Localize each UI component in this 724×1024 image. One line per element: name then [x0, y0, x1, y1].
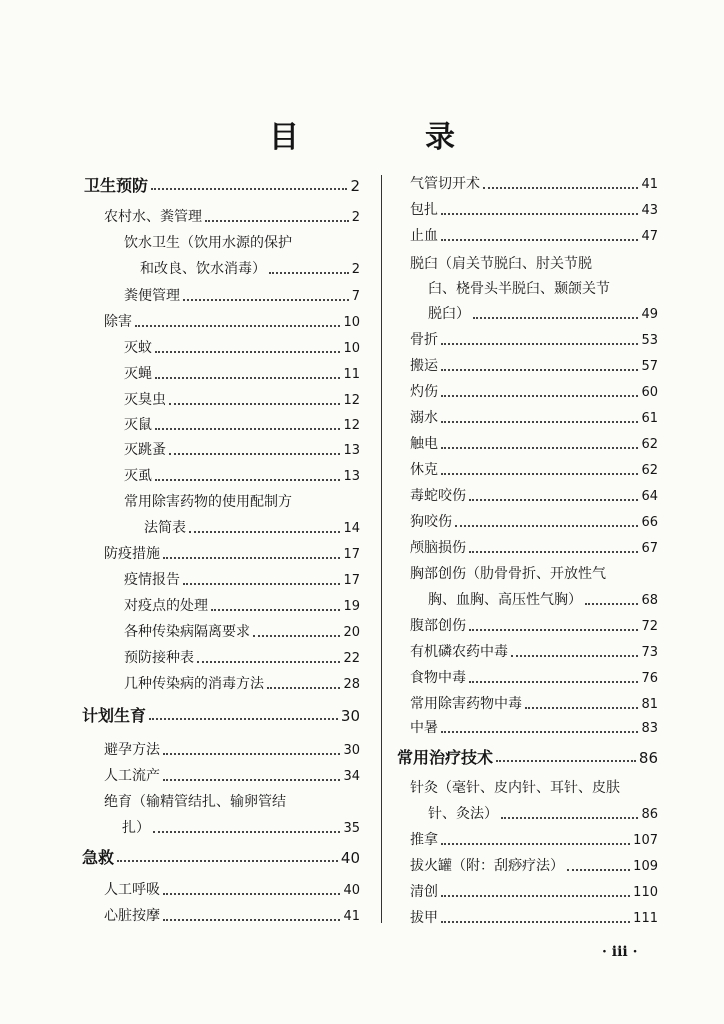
toc-entry-page: 53 [641, 333, 658, 348]
toc-entry-page: 12 [343, 418, 360, 433]
toc-entry-page: 111 [633, 911, 658, 926]
toc-entry-page: 68 [641, 593, 658, 608]
toc-entry-title: 各种传染病隔离要求 [124, 624, 250, 640]
toc-entry-title: 食物中毒 [410, 670, 466, 686]
toc-entry-page: 40 [343, 883, 360, 898]
toc-entry-title: 法简表 [144, 520, 186, 536]
toc-entry[interactable] [410, 174, 658, 195]
toc-entry-page: 81 [641, 697, 658, 712]
toc-entry-title: 拔甲 [410, 910, 438, 926]
toc-entry-title: 几种传染病的消毒方法 [124, 676, 264, 692]
dot-leader [163, 779, 340, 781]
dot-leader [441, 843, 630, 845]
toc-entry-page: 61 [641, 411, 658, 426]
dot-leader [501, 817, 638, 819]
toc-entry-page: 86 [638, 749, 658, 767]
toc-entry-title: 农村水、粪管理 [104, 209, 202, 225]
dot-leader [155, 351, 340, 353]
toc-entry-title: 灭虱 [124, 468, 152, 484]
toc-entry[interactable] [410, 856, 658, 877]
dot-leader [441, 447, 638, 449]
toc-entry-page: 41 [641, 177, 658, 192]
toc-entry[interactable] [410, 616, 658, 637]
toc-entry-page: 17 [343, 547, 360, 562]
toc-entry-title: 灭蚊 [124, 340, 152, 356]
toc-entry-title: 和改良、饮水消毒） [140, 261, 266, 277]
toc-entry-continued: 针灸（毫针、皮内针、耳针、皮肤 [410, 780, 620, 796]
toc-entry[interactable] [410, 830, 658, 851]
toc-entry-page: 2 [351, 262, 360, 277]
toc-entry-title: 针、灸法） [428, 806, 498, 822]
dot-leader [135, 325, 340, 327]
dot-leader [469, 499, 638, 501]
toc-entry-title: 拔火罐（附：刮痧疗法） [410, 858, 564, 874]
toc-entry[interactable] [104, 740, 360, 761]
toc-entry-title: 狗咬伤 [410, 514, 452, 530]
toc-entry-title: 灼伤 [410, 384, 438, 400]
toc-entry-page: 47 [641, 229, 658, 244]
dot-leader [441, 239, 638, 241]
toc-entry[interactable] [124, 570, 360, 591]
dot-leader [441, 731, 638, 733]
toc-entry[interactable] [410, 356, 658, 377]
toc-entry[interactable] [84, 176, 360, 196]
toc-entry-page: 30 [340, 707, 360, 725]
toc-entry-page: 110 [633, 885, 658, 900]
toc-entry[interactable] [124, 390, 360, 411]
toc-entry-page: 83 [641, 721, 658, 736]
toc-entry[interactable] [124, 415, 360, 436]
toc-entry-title: 包扎 [410, 202, 438, 218]
toc-entry[interactable] [410, 694, 658, 715]
dot-leader [469, 681, 638, 683]
toc-entry[interactable] [410, 408, 658, 429]
toc-entry-page: 57 [641, 359, 658, 374]
toc-entry-title: 胸、血胸、高压性气胸） [428, 592, 582, 608]
toc-entry[interactable] [410, 226, 658, 247]
toc-entry-title: 心脏按摩 [104, 908, 160, 924]
dot-leader [117, 860, 338, 862]
dot-leader [267, 687, 340, 689]
toc-entry[interactable] [397, 748, 658, 768]
toc-entry-page: 49 [641, 307, 658, 322]
dot-leader [269, 272, 349, 274]
toc-entry-title: 脱臼） [428, 306, 470, 322]
dot-leader [155, 428, 340, 430]
toc-entry[interactable] [122, 818, 360, 839]
toc-entry[interactable] [144, 518, 360, 539]
toc-entry-title: 预防接种表 [124, 650, 194, 666]
toc-entry-page: 13 [343, 469, 360, 484]
toc-entry-page: 22 [343, 651, 360, 666]
toc-entry-page: 10 [343, 341, 360, 356]
dot-leader [441, 213, 638, 215]
toc-entry-page: 20 [343, 625, 360, 640]
toc-entry-page: 17 [343, 573, 360, 588]
toc-entry[interactable] [124, 364, 360, 385]
column-divider [381, 175, 382, 923]
toc-entry[interactable] [124, 622, 360, 643]
toc-entry-page: 7 [351, 289, 360, 304]
toc-entry[interactable] [140, 259, 360, 280]
dot-leader [211, 609, 340, 611]
toc-entry[interactable] [410, 200, 658, 221]
toc-entry-page: 109 [633, 859, 658, 874]
toc-entry-title: 防疫措施 [104, 546, 160, 562]
toc-entry-title: 推拿 [410, 832, 438, 848]
dot-leader [469, 551, 638, 553]
toc-entry-title: 腹部创伤 [410, 618, 466, 634]
toc-entry[interactable] [410, 512, 658, 533]
dot-leader [469, 629, 638, 631]
toc-entry-title: 扎） [122, 820, 150, 836]
toc-entry[interactable] [104, 880, 360, 901]
toc-entry[interactable] [124, 596, 360, 617]
dot-leader [169, 453, 340, 455]
dot-leader [253, 635, 340, 637]
dot-leader [163, 919, 340, 921]
toc-entry-page: 66 [641, 515, 658, 530]
toc-entry-title: 急救 [82, 848, 115, 867]
toc-entry[interactable] [410, 538, 658, 559]
dot-leader [189, 531, 340, 533]
toc-entry[interactable] [410, 908, 658, 929]
toc-entry-title: 卫生预防 [84, 176, 149, 195]
toc-entry[interactable] [82, 848, 360, 868]
toc-entry[interactable] [124, 674, 360, 695]
toc-entry-title: 粪便管理 [124, 288, 180, 304]
toc-entry-page: 43 [641, 203, 658, 218]
toc-entry[interactable] [410, 434, 658, 455]
toc-entry-page: 64 [641, 489, 658, 504]
dot-leader [163, 893, 340, 895]
toc-entry[interactable] [104, 906, 360, 927]
page-number: · iii · [602, 944, 638, 960]
toc-entry-page: 14 [343, 521, 360, 536]
dot-leader [169, 403, 340, 405]
dot-leader [473, 317, 638, 319]
toc-entry[interactable] [410, 718, 658, 739]
toc-entry-page: 107 [633, 833, 658, 848]
toc-entry-title: 有机磷农药中毒 [410, 644, 508, 660]
toc-entry[interactable] [428, 304, 658, 325]
dot-leader [441, 921, 630, 923]
toc-entry-page: 62 [641, 437, 658, 452]
toc-entry[interactable] [410, 882, 658, 903]
toc-entry-title: 毒蛇咬伤 [410, 488, 466, 504]
toc-entry-title: 颅脑损伤 [410, 540, 466, 556]
dot-leader [163, 557, 340, 559]
dot-leader [183, 299, 349, 301]
dot-leader [183, 583, 340, 585]
toc-entry-title: 灭跳蚤 [124, 442, 166, 458]
toc-entry-title: 对疫点的处理 [124, 598, 208, 614]
dot-leader [441, 895, 630, 897]
toc-entry-title: 灭臭虫 [124, 392, 166, 408]
dot-leader [455, 525, 638, 527]
toc-entry[interactable] [410, 642, 658, 663]
toc-entry-continued: 常用除害药物的使用配制方 [124, 494, 292, 510]
toc-entry[interactable] [104, 544, 360, 565]
dot-leader [496, 760, 636, 762]
toc-entry-title: 中暑 [410, 720, 438, 736]
dot-leader [483, 187, 638, 189]
toc-entry-continued: 绝育（输精管结扎、输卵管结 [104, 794, 286, 810]
toc-entry-title: 清创 [410, 884, 438, 900]
toc-entry-page: 34 [343, 769, 360, 784]
toc-entry-page: 30 [343, 743, 360, 758]
dot-leader [441, 395, 638, 397]
toc-entry[interactable] [410, 382, 658, 403]
dot-leader [567, 869, 630, 871]
dot-leader [151, 188, 347, 190]
dot-leader [441, 369, 638, 371]
toc-entry-title: 气管切开术 [410, 176, 480, 192]
toc-entry-title: 避孕方法 [104, 742, 160, 758]
toc-entry[interactable] [428, 590, 658, 611]
toc-entry-title: 常用除害药物中毒 [410, 696, 522, 712]
dot-leader [197, 661, 340, 663]
page-title: 目 录 [269, 120, 503, 155]
dot-leader [149, 718, 338, 720]
toc-entry-page: 12 [343, 393, 360, 408]
toc-entry-title: 计划生育 [82, 706, 147, 725]
toc-entry[interactable] [124, 286, 360, 307]
toc-entry-page: 60 [641, 385, 658, 400]
toc-entry-page: 10 [343, 315, 360, 330]
dot-leader [441, 473, 638, 475]
toc-entry-title: 常用治疗技术 [397, 748, 494, 767]
toc-entry[interactable] [428, 804, 658, 825]
toc-entry[interactable] [410, 486, 658, 507]
dot-leader [525, 707, 638, 709]
toc-entry-continued: 脱臼（肩关节脱臼、肘关节脱 [410, 256, 592, 272]
toc-entry-page: 40 [340, 849, 360, 867]
toc-entry-page: 86 [641, 807, 658, 822]
toc-entry-title: 触电 [410, 436, 438, 452]
toc-entry-title: 疫情报告 [124, 572, 180, 588]
toc-entry[interactable] [124, 440, 360, 461]
toc-entry-page: 35 [343, 821, 360, 836]
toc-entry[interactable] [124, 466, 360, 487]
toc-entry-title: 骨折 [410, 332, 438, 348]
toc-entry[interactable] [82, 706, 360, 726]
toc-entry-continued: 胸部创伤（肋骨骨折、开放性气 [410, 566, 606, 582]
toc-entry-page: 19 [343, 599, 360, 614]
toc-entry-continued: 臼、桡骨头半脱臼、颞颌关节 [428, 281, 610, 297]
toc-entry-title: 溺水 [410, 410, 438, 426]
toc-entry-page: 2 [351, 210, 360, 225]
toc-entry-page: 76 [641, 671, 658, 686]
toc-entry[interactable] [104, 207, 360, 228]
toc-entry-title: 灭蝇 [124, 366, 152, 382]
toc-entry-title: 灭鼠 [124, 417, 152, 433]
dot-leader [155, 479, 340, 481]
toc-entry[interactable] [124, 648, 360, 669]
toc-entry[interactable] [124, 338, 360, 359]
dot-leader [441, 421, 638, 423]
toc-entry-page: 2 [350, 177, 360, 195]
toc-entry-title: 人工呼吸 [104, 882, 160, 898]
toc-entry[interactable] [104, 312, 360, 333]
toc-entry-page: 28 [343, 677, 360, 692]
toc-entry-page: 67 [641, 541, 658, 556]
dot-leader [163, 753, 340, 755]
toc-entry[interactable] [104, 766, 360, 787]
dot-leader [153, 831, 340, 833]
toc-entry-page: 72 [641, 619, 658, 634]
toc-entry-title: 搬运 [410, 358, 438, 374]
toc-entry-title: 休克 [410, 462, 438, 478]
toc-entry-title: 止血 [410, 228, 438, 244]
toc-entry-page: 73 [641, 645, 658, 660]
toc-entry-page: 62 [641, 463, 658, 478]
toc-entry-continued: 饮水卫生（饮用水源的保护 [124, 235, 292, 251]
dot-leader [205, 220, 349, 222]
toc-entry[interactable] [410, 460, 658, 481]
toc-entry-page: 11 [343, 367, 360, 382]
toc-entry-title: 除害 [104, 314, 132, 330]
toc-entry[interactable] [410, 668, 658, 689]
dot-leader [441, 343, 638, 345]
toc-entry-page: 13 [343, 443, 360, 458]
toc-entry-page: 41 [343, 909, 360, 924]
dot-leader [585, 603, 638, 605]
toc-entry[interactable] [410, 330, 658, 351]
toc-entry-title: 人工流产 [104, 768, 160, 784]
dot-leader [511, 655, 638, 657]
dot-leader [155, 377, 340, 379]
